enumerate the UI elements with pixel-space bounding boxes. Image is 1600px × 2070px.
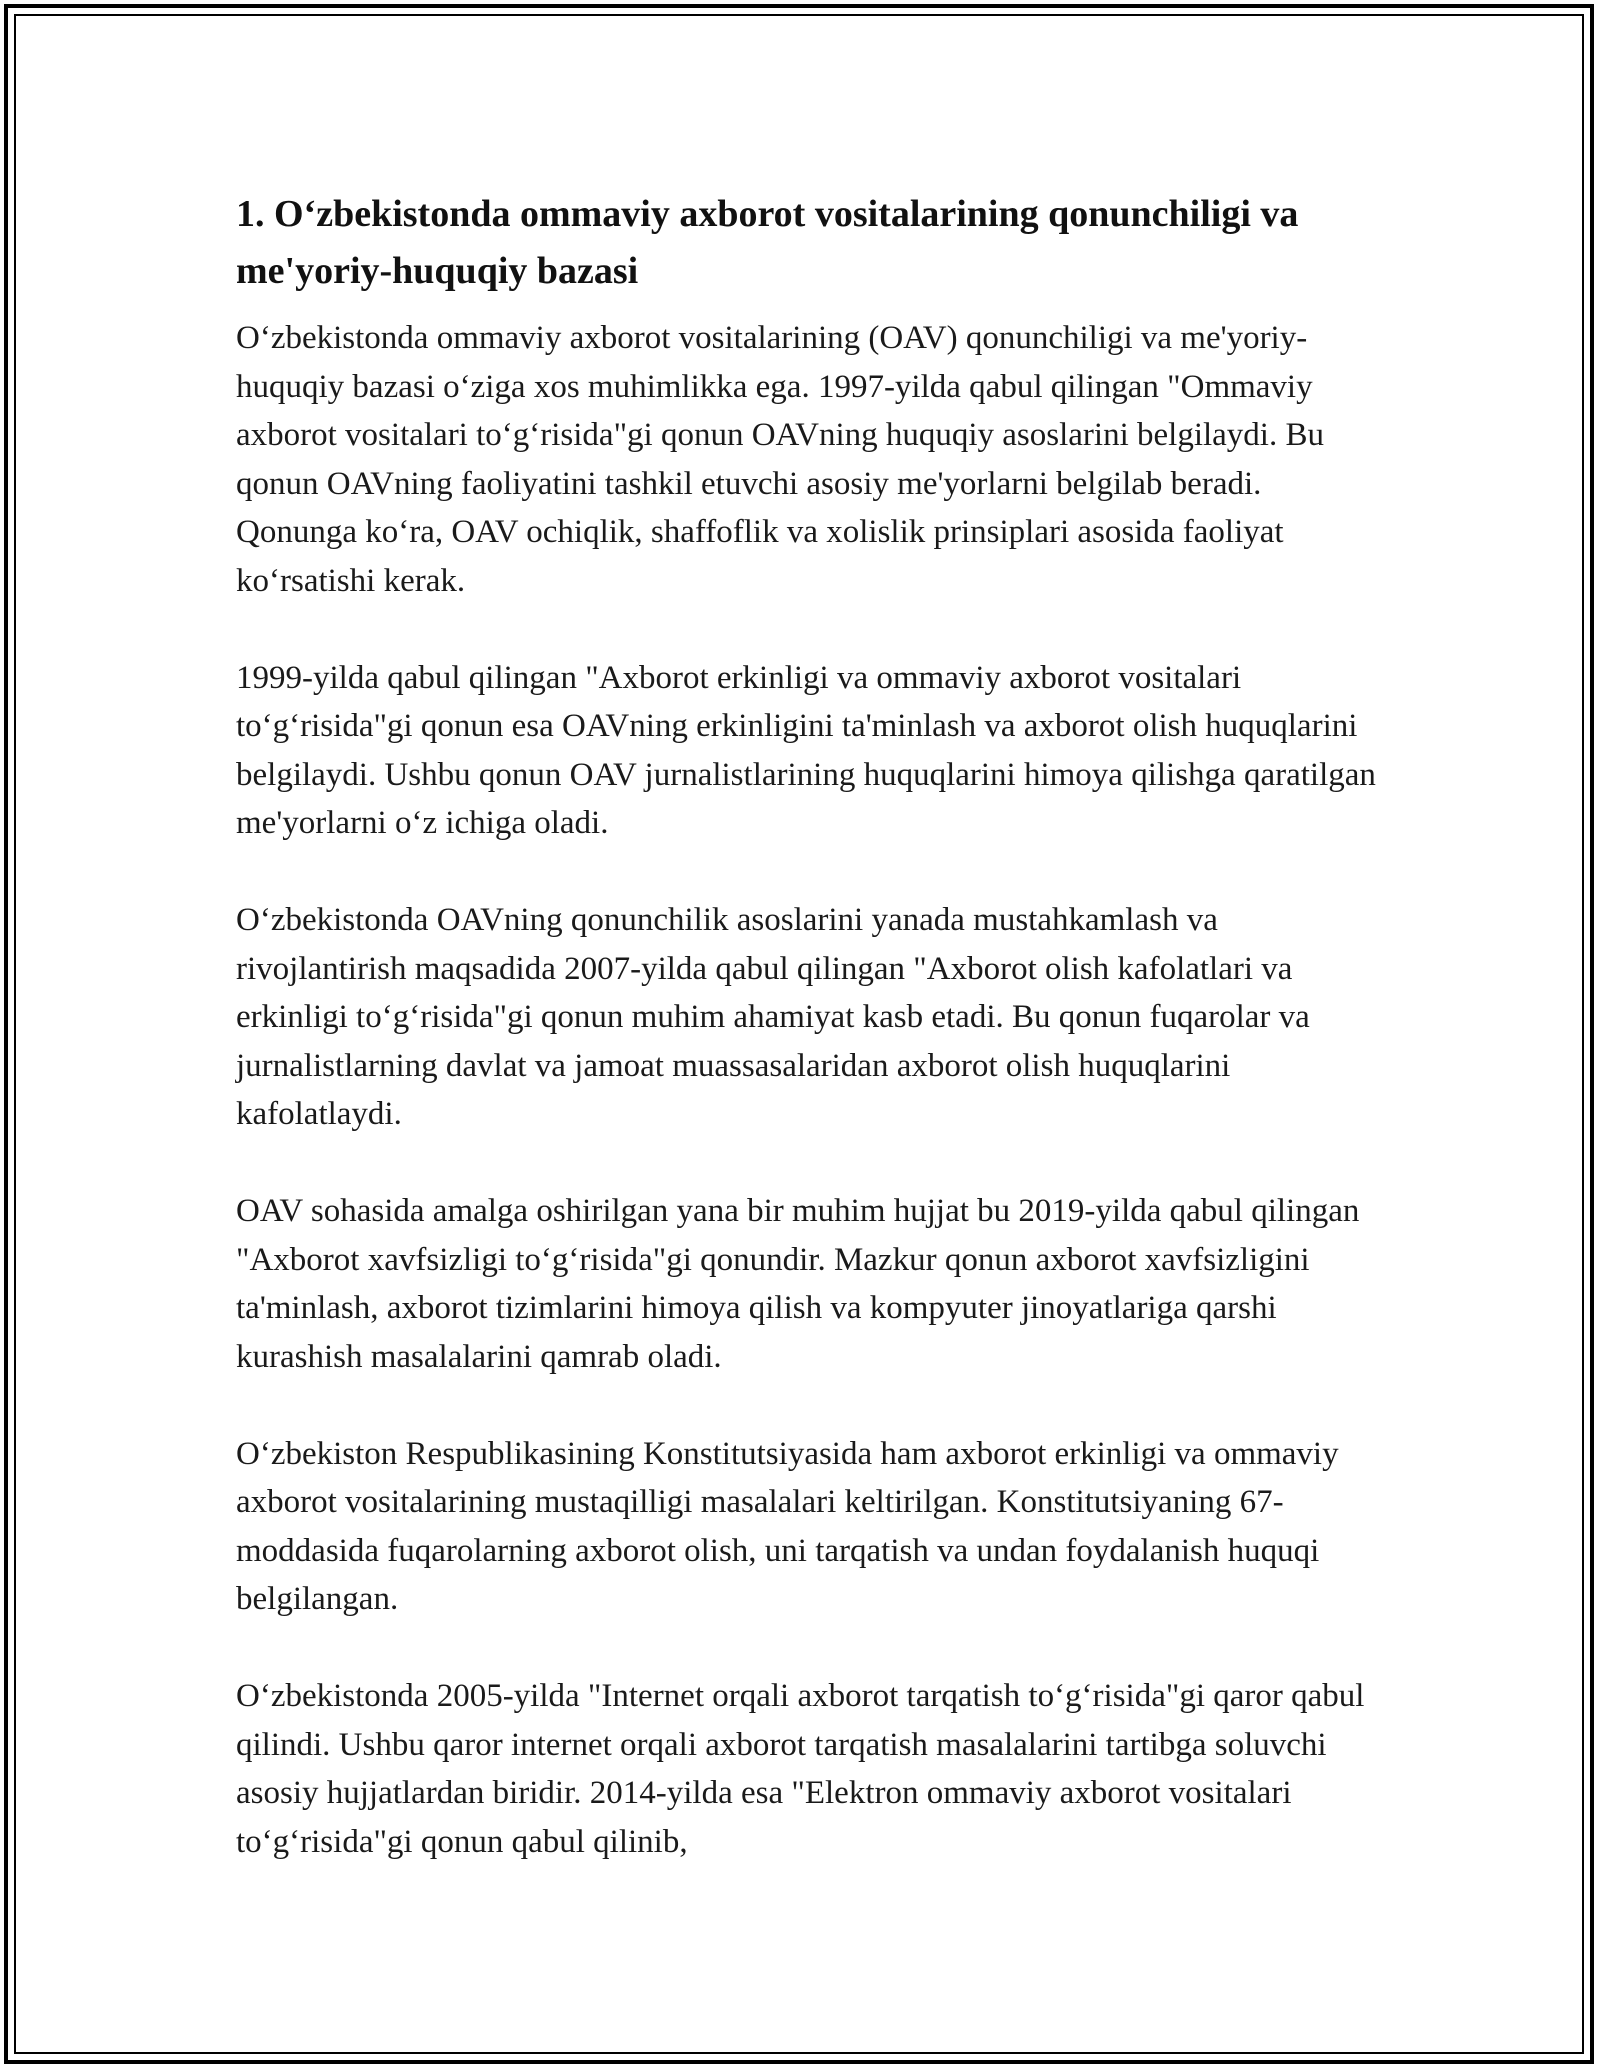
paragraph-4: OAV sohasida amalga oshirilgan yana bir muhim hujjat bu 2019-yilda qabul qilingan "Axborot xavfsizligi to‘g‘risida"gi qonundir. Mazkur qonun axborot xavfsizligini ta'minlash, axborot tizimlarini himoya qilish va kompyuter jinoyatlariga qarshi kurashish masalalarini qamrab oladi.	[236, 1193, 1360, 1375]
document-body	[236, 186, 1386, 1866]
section-heading: 1. O‘zbekistonda ommaviy axborot vositalarining qonunchiligi va me'yoriy-huquqiy bazasi	[236, 193, 1299, 292]
paragraph-5: O‘zbekiston Respublikasining Konstitutsiyasida ham axborot erkinligi va ommaviy axborot vositalarining mustaqilligi masalalari keltirilgan. Konstitutsiyaning 67-moddasida fuqarolarning axborot olish, uni tarqatish va undan foydalanish huquqi belgilangan.	[236, 1435, 1339, 1617]
paragraph-6: O‘zbekistonda 2005-yilda "Internet orqali axborot tarqatish to‘g‘risida"gi qaror qabul qilindi. Ushbu qaror internet orqali axborot tarqatish masalalarini tartibga soluvchi asosiy hujjatlardan biridir. 2014-yilda esa "Elektron ommaviy axborot vositalari to‘g‘risida"gi qonun qabul qilinib,	[236, 1678, 1365, 1860]
paragraph-2: 1999-yilda qabul qilingan "Axborot erkinligi va ommaviy axborot vositalari to‘g‘risida"gi qonun esa OAVning erkinligini ta'minlash va axborot olish huquqlarini belgilaydi. Ushbu qonun OAV jurnalistlarining huquqlarini himoya qilishga qaratilgan me'yorlarni o‘z ichiga oladi.	[236, 659, 1376, 841]
paragraph-1: O‘zbekistonda ommaviy axborot vositalarining (OAV) qonunchiligi va me'yoriy-huquqiy bazasi o‘ziga xos muhimlikka ega. 1997-yilda qabul qilingan "Ommaviy axborot vositalari to‘g‘risida"gi qonun OAVning huquqiy asoslarini belgilaydi. Bu qonun OAVning faoliyatini tashkil etuvchi asosiy me'yorlarni belgilab beradi. Qonunga ko‘ra, OAV ochiqlik, shaffoflik va xolislik prinsiplari asosida faoliyat ko‘rsatishi kerak.	[236, 320, 1324, 599]
paragraph-3: O‘zbekistonda OAVning qonunchilik asoslarini yanada mustahkamlash va rivojlantirish maqsadida 2007-yilda qabul qilingan "Axborot olish kafolatlari va erkinligi to‘g‘risida"gi qonun muhim ahamiyat kasb etadi. Bu qonun fuqarolar va jurnalistlarning davlat va jamoat muassasalaridan axborot olish huquqlarini kafolatlaydi.	[236, 902, 1310, 1132]
